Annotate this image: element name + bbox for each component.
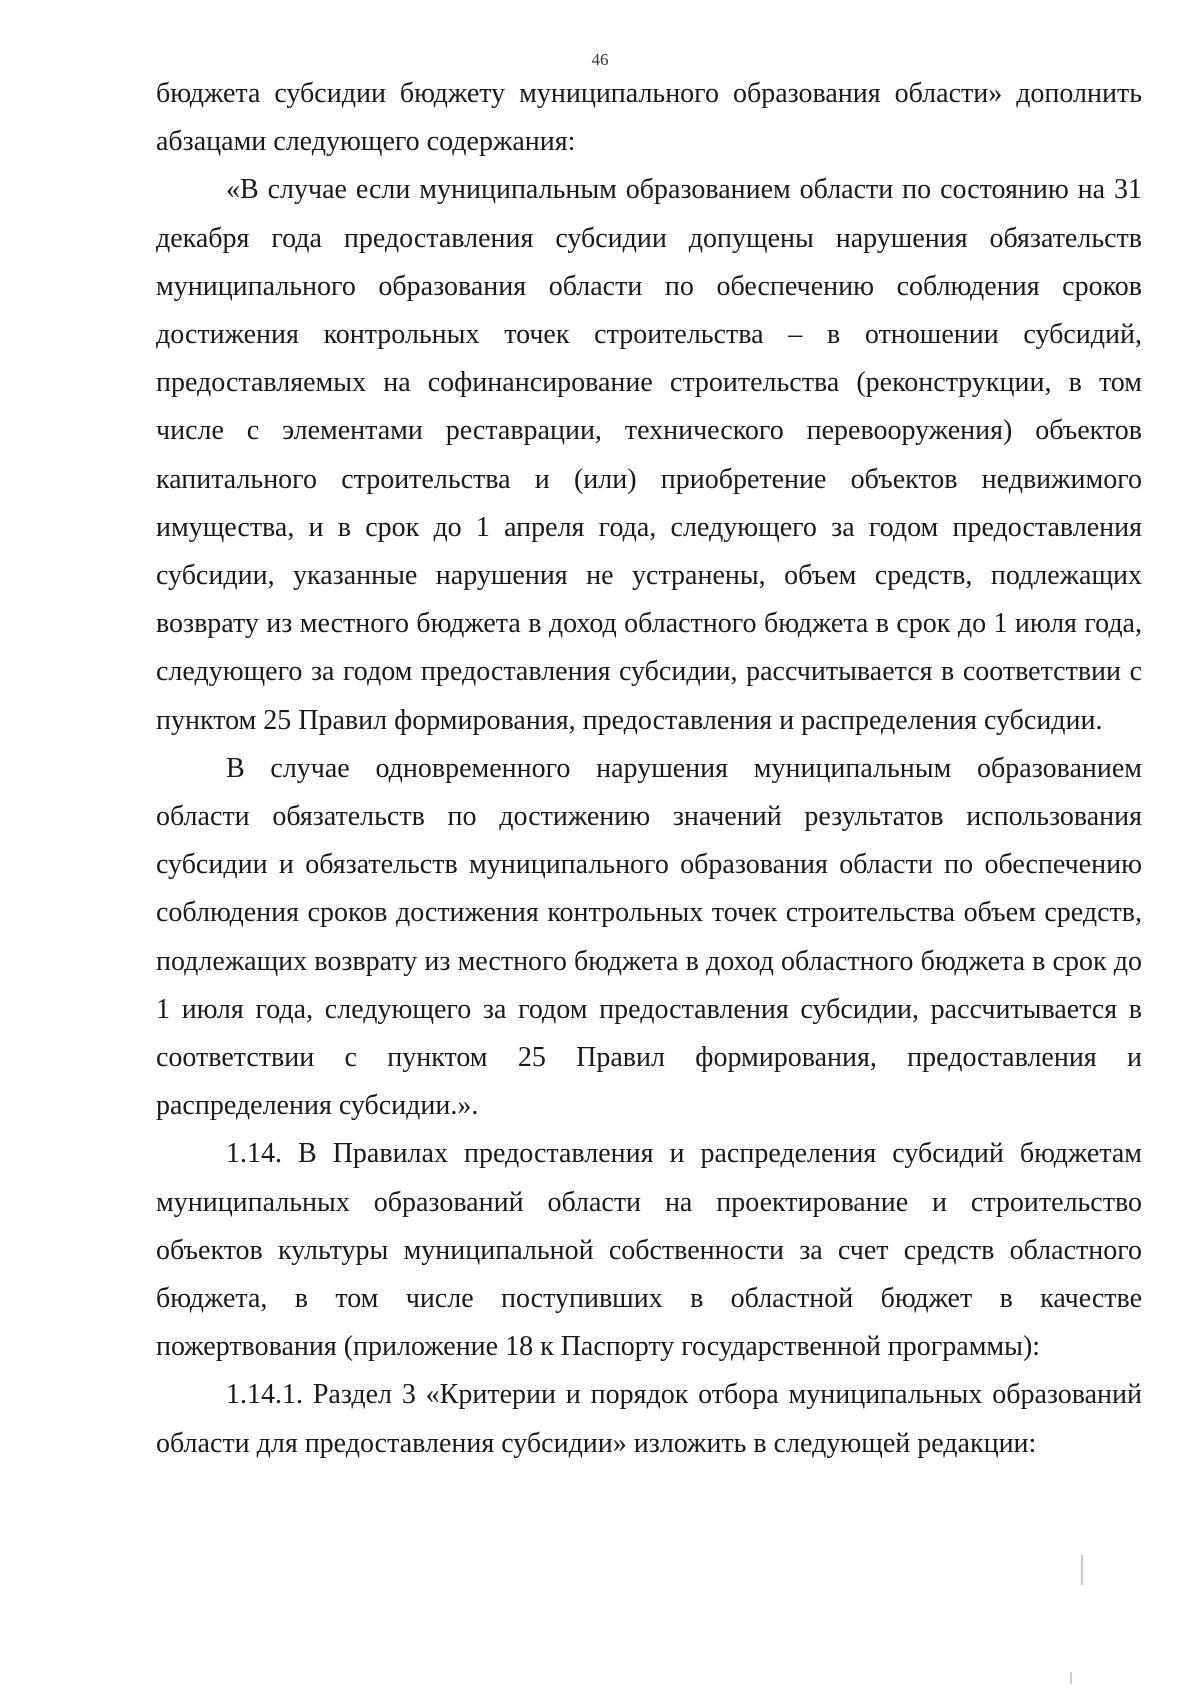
scan-artifact xyxy=(1081,1555,1083,1585)
document-body xyxy=(156,70,1142,1468)
paragraph: В случае одновременного нарушения муниципальным образованием области обязательств по достижению значений результатов использования субсидии и обязательств муниципального образования области по обеспечению соблюдения сроков достижения контрольных точек строительства объем средств, подлежащих возврату из местного бюджета в доход областного бюджета в срок до 1 июля года, следующего за годом предоставления субсидии, рассчитывается в соответствии с пунктом 25 Правил формирования, предоставления и распределения субсидии.». xyxy=(156,752,1142,1122)
paragraph: 1.14.1. Раздел 3 «Критерии и порядок отбора муниципальных образований области для предоставления субсидии» изложить в следующей редакции: xyxy=(156,1379,1142,1459)
paragraph: «В случае если муниципальным образованием области по состоянию на 31 декабря года предоставления субсидии допущены нарушения обязательств муниципального образования области по обеспечению соблюдения сроков достижения контрольных точек строительства – в отношении субсидий, предоставляемых на софинансирование строительства (реконструкции, в том числе с элементами реставрации, технического перевооружения) объектов капитального строительства и (или) приобретение объектов недвижимого имущества, и в срок до 1 апреля года, следующего за годом предоставления субсидии, указанные нарушения не устранены, объем средств, подлежащих возврату из местного бюджета в доход областного бюджета в срок до 1 июля года, следующего за годом предоставления субсидии, рассчитывается в соответствии с пунктом 25 Правил формирования, предоставления и распределения субсидии. xyxy=(156,174,1142,736)
paragraph: бюджета субсидии бюджету муниципального образования области» дополнить абзацами следующего содержания: xyxy=(156,78,1142,158)
scan-artifact xyxy=(1070,1672,1072,1684)
paragraph: 1.14. В Правилах предоставления и распределения субсидий бюджетам муниципальных образований области на проектирование и строительство объектов культуры муниципальной собственности за счет средств областного бюджета, в том числе поступивших в областной бюджет в качестве пожертвования (приложение 18 к Паспорту государственной программы): xyxy=(156,1138,1142,1363)
page-number: 46 xyxy=(591,50,609,69)
